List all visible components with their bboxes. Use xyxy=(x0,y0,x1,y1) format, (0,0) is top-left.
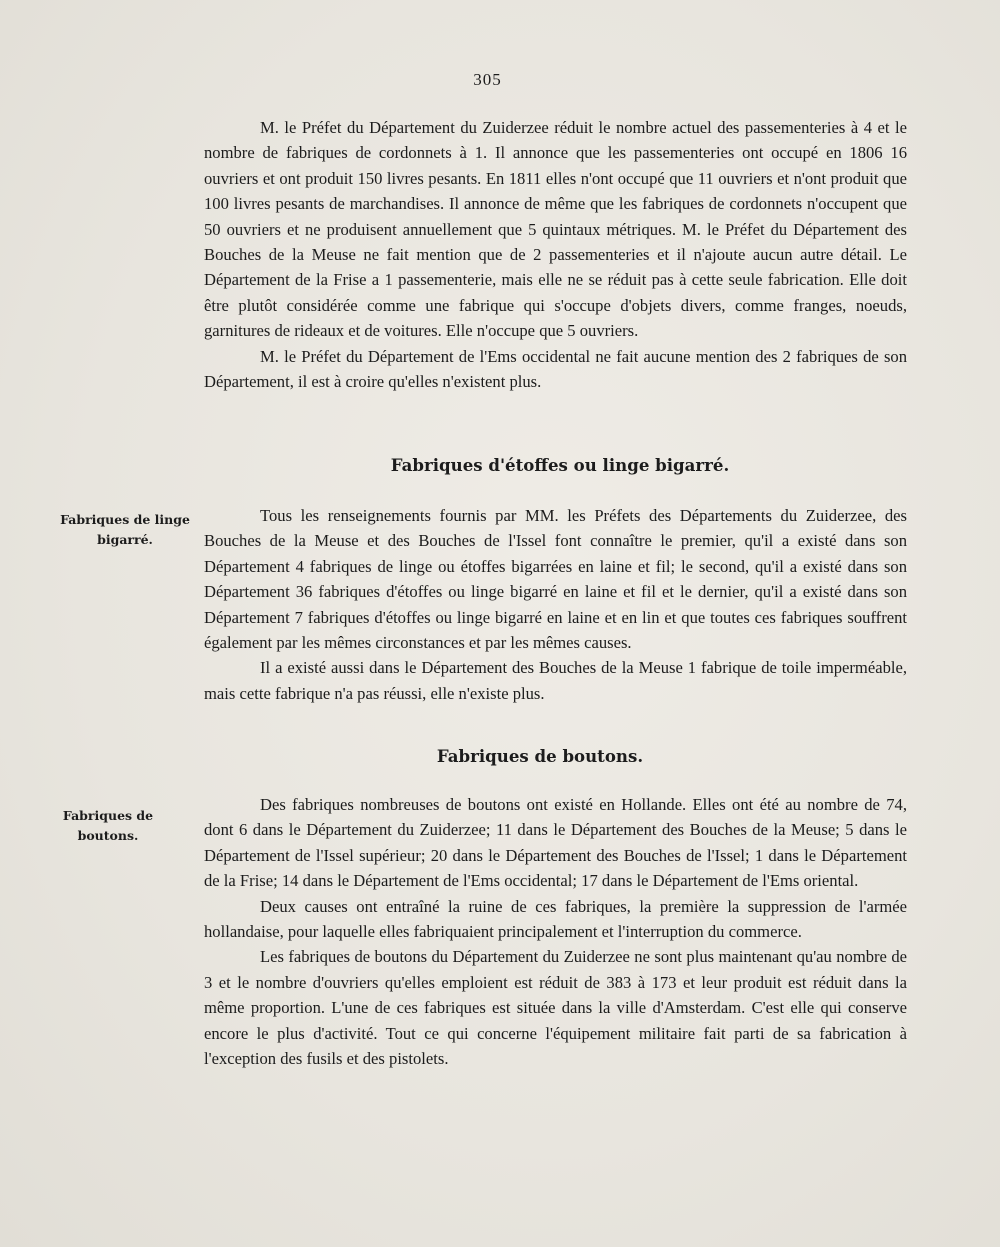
paragraph: M. le Préfet du Département du Zuiderzee réduit le nombre actuel des passementeries à 4 et le nombre de fabriques de cordonnets à 1. Il annonce que les passementeries ont occupé en 1806 16 ouvriers et ont produit 150 livres pesants. En 1811 elles n'ont occupé que 11 ouvriers et n'ont produit que 100 livres pesants de marchandises. Il annonce de même que les fabriques de cordonnets n'occupent que 50 ouvriers et ne produisent annuellement que 5 quintaux métriques. M. le Préfet du Département des Bouches de la Meuse ne fait mention que de 2 passementeries et il n'ajoute aucun autre détail. Le Département de la Frise a 1 passementerie, mais elle ne se réduit pas à cette seule fabrication. Elle doit être plutôt considérée comme une fabrique qui s'occupe d'objets divers, comme franges, noeuds, garnitures de rideaux et de voitures. Elle n'occupe que 5 ouvriers. xyxy=(204,118,907,341)
margin-note-boutons: Fabriques de boutons. xyxy=(62,808,154,843)
paragraph: Les fabriques de boutons du Département du Zuiderzee ne sont plus maintenant qu'au nombre de 3 et le nombre d'ouvriers qu'elles emploient est réduit de 383 à 173 et leur produit est réduit dans la même proportion. L'une de ces fabriques est située dans la ville d'Amsterdam. C'est elle qui conserve encore le plus d'activité. Tout ce qui concerne l'équipement militaire fait parti de sa fabrication à l'exception des fusils et des pistolets. xyxy=(204,947,907,1069)
boutons-section xyxy=(204,792,907,1071)
margin-note-linge: Fabriques de linge bigarré. xyxy=(60,512,190,547)
section-heading-linge: Fabriques d'étoffes ou linge bigarré. xyxy=(390,455,730,475)
paragraph: M. le Préfet du Département de l'Ems occidental ne fait aucune mention des 2 fabriques de son Département, il est à croire qu'elles n'existent plus. xyxy=(204,346,907,392)
paragraph: Des fabriques nombreuses de boutons ont existé en Hollande. Elles ont été au nombre de 74, dont 6 dans le Département du Zuiderzee; 11 dans le Département des Bouches de la Meuse; 5 dans le Département de l'Issel supérieur; 20 dans le Département des Bouches de l'Issel; 1 dans le Département de la Frise; 14 dans le Département de l'Ems occidental; 17 dans le Département de l'Ems oriental. xyxy=(204,795,907,891)
paragraph: Deux causes ont entraîné la ruine de ces fabriques, la première la suppression de l'armée hollandaise, pour laquelle elles fabriquaient principalement et l'interruption du commerce. xyxy=(204,896,907,942)
section-heading-boutons: Fabriques de boutons. xyxy=(436,746,644,766)
linge-section xyxy=(204,503,907,706)
paragraph: Tous les renseignements fournis par MM. les Préfets des Départements du Zuiderzee, des Bouches de la Meuse et des Bouches de l'Issel font connaître le premier, qu'il a existé dans son Département 4 fabriques de linge ou étoffes bigarrées en laine et fil; le second, qu'il a existé dans son Département 36 fabriques d'étoffes ou linge bigarré en laine et fil et le dernier, qu'il a existé dans son Département 7 fabriques d'étoffes ou linge bigarré en laine et en lin et que toutes ces fabriques souffrent également par les mêmes circonstances et par les mêmes causes. xyxy=(204,506,907,653)
paragraph: Il a existé aussi dans le Département des Bouches de la Meuse 1 fabrique de toile imperméable, mais cette fabrique n'a pas réussi, elle n'existe plus. xyxy=(204,658,907,703)
page-number: 305 xyxy=(473,70,502,89)
intro-section xyxy=(204,115,907,394)
